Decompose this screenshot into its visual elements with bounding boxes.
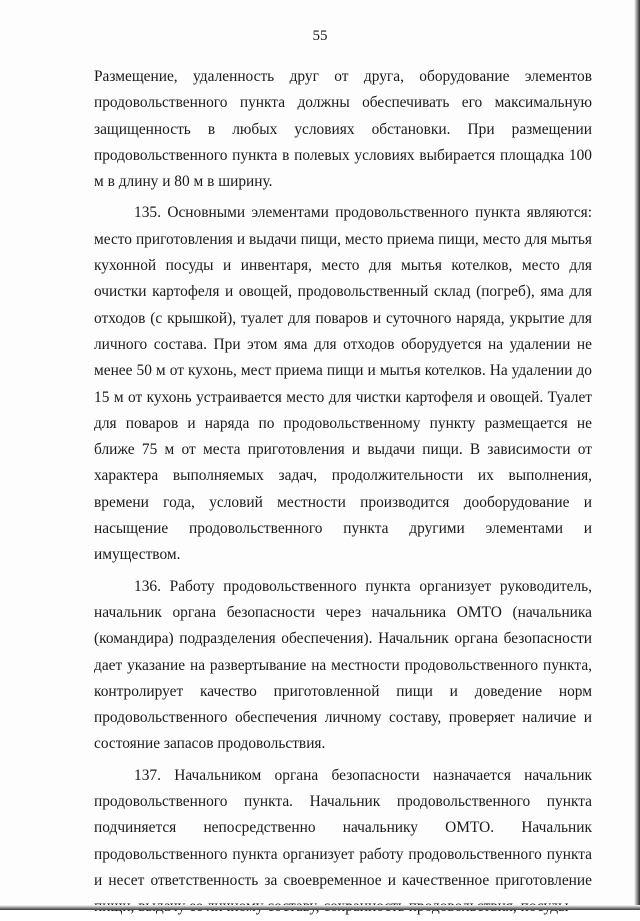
scan-edge-bottom [0, 905, 640, 910]
paragraph-136: 136. Работу продовольственного пункта организует руководитель, начальник органа безопасности через начальника ОМТО (начальника (командира) подразделения обеспечения). Начальник органа безопасности дает указание на развертывание на местности продовольственного пункта, контролирует качество приготовленной пищи и доведение норм продовольственного обеспечения личному составу, проверяет наличие и состояние запасов продовольствия. [94, 577, 592, 753]
paragraph-continued: Размещение, удаленность друг от друга, оборудование элементов продовольственного пункта должны обеспечивать его максимальную защищенность в любых условиях обстановки. При размещении продовольственного пункта в полевых условиях выбирается площадка 100 м в длину и 80 м в ширину. [94, 68, 592, 191]
scan-edge-right [634, 0, 640, 910]
paragraph-135: 135. Основными элементами продовольственного пункта являются: место приготовления и выдачи пищи, место приема пищи, место для мытья кухонной посуды и инвентаря, место для мытья котелков, место для очистки картофеля и овощей, продовольственный склад (погреб), яма для отходов (с крышкой), туалет для поваров и суточного наряда, укрытие для личного состава. При этом яма для отходов оборудуется на удалении не менее 50 м от кухонь, мест приема пищи и мытья котелков. На удалении до 15 м от кухонь устраивается место для чистки картофеля и овощей. Туалет для поваров и наряда по продовольственному пункту размещается не ближе 75 м от места приготовления и выдачи пищи. В зависимости от характера выполняемых задач, продолжительности их выполнения, времени года, условий местности производится дооборудование и насыщение продовольственного пункта другими элементами и имуществом. [94, 204, 592, 564]
paragraph-137: 137. Начальником органа безопасности назначается начальник продовольственного пункта. Начальник продовольственного пункта подчиняется непосредственно начальнику ОМТО. Начальник продовольственного пункта организует работу продовольственного пункта и несет ответственность за своевременное и качественное приготовление [94, 766, 592, 889]
page-number: 55 [312, 28, 328, 44]
document-body [94, 64, 592, 921]
